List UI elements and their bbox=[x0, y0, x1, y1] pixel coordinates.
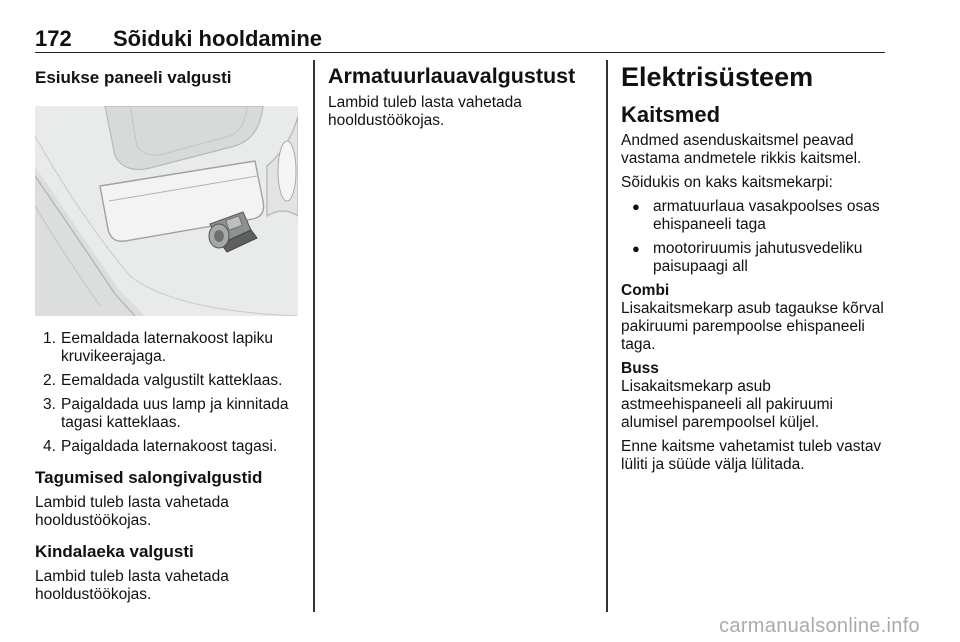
list-item: 2. Eemaldada valgustilt katteklaas. bbox=[43, 372, 283, 389]
heading-electrical-system: Elektrisüsteem bbox=[621, 62, 814, 92]
buss-text: Lisakaitsmekarp asub astmeehispaneeli all pakiruumi alumisel parempoolsel küljel. bbox=[621, 378, 833, 431]
list-item: ● armatuurlaua vasakpoolses osas ehispaneeli taga bbox=[632, 198, 880, 233]
fuses-para-2: Sõidukis on kaks kaitsmekarpi: bbox=[621, 174, 833, 191]
watermark: carmanualsonline.info bbox=[719, 615, 920, 637]
heading-fuses: Kaitsmed bbox=[621, 102, 721, 127]
bullet-icon: ● bbox=[632, 241, 640, 256]
dashboard-lighting-text: Lambid tuleb lasta vahetada hooldustöökojas. bbox=[328, 94, 522, 129]
column-middle bbox=[328, 58, 593, 136]
list-item: 3. Paigaldada uus lamp ja kinnitada tagasi katteklaas. bbox=[43, 396, 289, 431]
door-panel-illustration bbox=[35, 106, 298, 316]
page-header bbox=[35, 28, 885, 53]
fuse-box-list bbox=[621, 198, 891, 276]
list-item: 1. Eemaldada laternakoost lapiku kruvikeerajaga. bbox=[43, 330, 273, 365]
heading-door-panel-light: Esiukse paneeli valgusti bbox=[35, 68, 232, 87]
glovebox-light-text: Lambid tuleb lasta vahetada hooldustöökojas. bbox=[35, 568, 229, 603]
fuses-para-1: Andmed asenduskaitsmel peavad vastama andmetele rikkis kaitsmel. bbox=[621, 132, 862, 167]
heading-buss: Buss bbox=[621, 360, 659, 377]
steps-list bbox=[35, 330, 300, 456]
column-left bbox=[35, 58, 300, 610]
heading-glovebox-light: Kindalaeka valgusti bbox=[35, 542, 194, 561]
heading-combi: Combi bbox=[621, 282, 670, 299]
heading-rear-interior-lights: Tagumised salongivalgustid bbox=[35, 468, 263, 487]
bullet-icon: ● bbox=[632, 199, 640, 214]
page-number: 172 bbox=[35, 26, 72, 51]
list-item: 4. Paigaldada laternakoost tagasi. bbox=[43, 438, 278, 455]
column-divider-left bbox=[313, 60, 315, 612]
final-para: Enne kaitsme vahetamist tuleb vastav lüliti ja süüde välja lülitada. bbox=[621, 438, 882, 473]
running-title: Sõiduki hooldamine bbox=[113, 26, 323, 51]
column-divider-right bbox=[606, 60, 608, 612]
rear-interior-lights-text: Lambid tuleb lasta vahetada hooldustöökojas. bbox=[35, 494, 229, 529]
column-right bbox=[621, 58, 891, 480]
list-item: ● mootoriruumis jahutusvedeliku paisupaagi all bbox=[632, 240, 863, 275]
heading-dashboard-lighting: Armatuurlauavalgustust bbox=[328, 64, 576, 88]
combi-text: Lisakaitsmekarp asub tagaukse kõrval pakiruumi parempoolse ehispaneeli taga. bbox=[621, 300, 884, 353]
